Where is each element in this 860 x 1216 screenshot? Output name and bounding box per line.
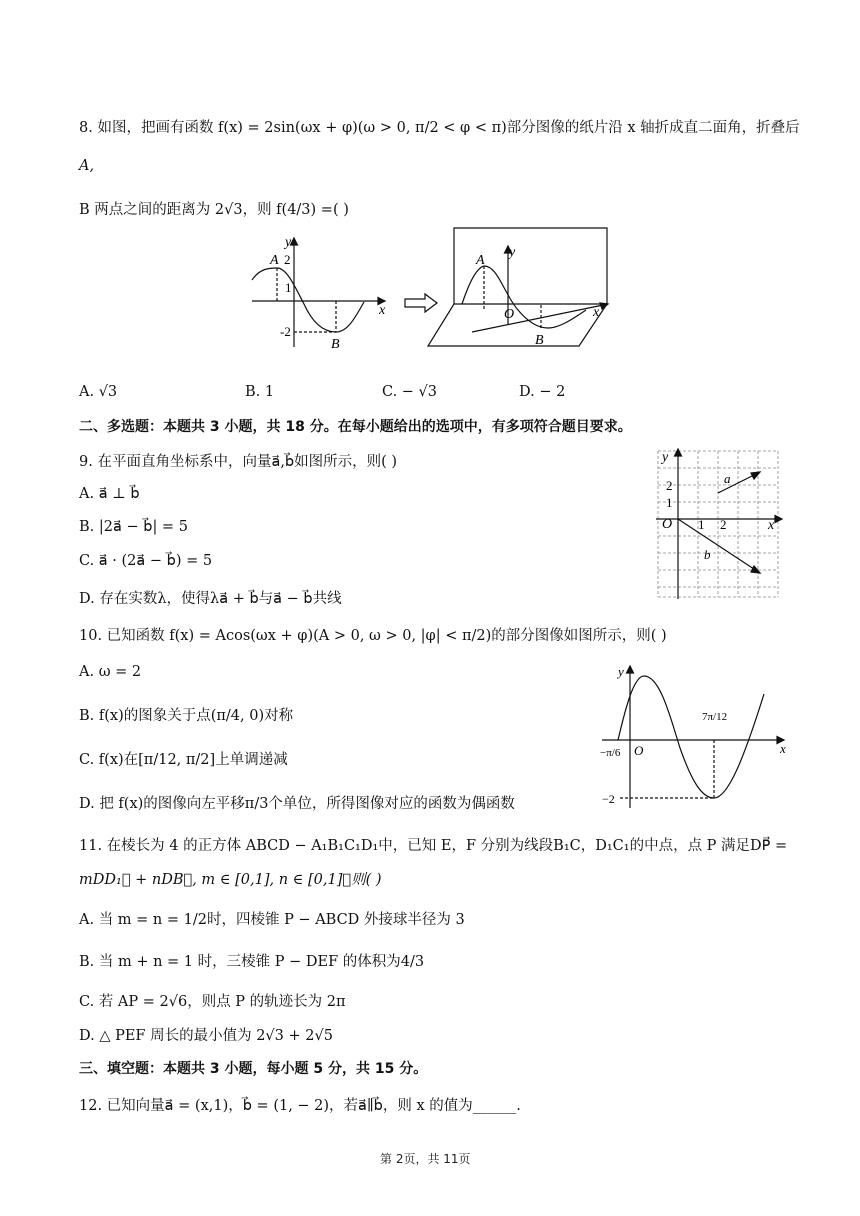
q8-right-origin: O xyxy=(504,307,515,322)
q8-left-tick-minus2: -2 xyxy=(280,324,291,339)
q9-tick-x1: 1 xyxy=(698,517,705,532)
section-2-heading: 二、多选题：本题共 3 小题，共 18 分。在每小题给出的选项中，有多项符合题目要求。 xyxy=(79,419,632,435)
q10-y-label: y xyxy=(618,664,624,679)
q10-origin: O xyxy=(634,743,644,758)
q8-stem-line1: 8. 如图，把画有函数 f(x) = 2sin(ωx + φ)(ω > 0, π/2 < φ < π)部分图像的纸片沿 x 轴折成直二面角，折叠后 xyxy=(79,120,800,136)
q10-option-b: B. f(x)的图象关于点(π/4, 0)对称 xyxy=(79,708,294,724)
q8-left-y-label: y xyxy=(285,235,292,250)
q11-option-d: D. △ PEF 周长的最小值为 2√3 + 2√5 xyxy=(79,1028,333,1044)
q10-option-c: C. f(x)在[π/12, π/2]上单调递减 xyxy=(79,752,288,768)
q11-option-b: B. 当 m + n = 1 时，三棱锥 P − DEF 的体积为4/3 xyxy=(79,954,425,970)
q11-stem-line1: 11. 在棱长为 4 的正方体 ABCD − A₁B₁C₁D₁中，已知 E，F 分别为线段B₁C，D₁C₁的中点，点 P 满足DP⃗ = xyxy=(79,838,788,854)
q9-tick-y1: 1 xyxy=(666,495,673,510)
q9-vector-b-label: b⃗ xyxy=(704,547,721,562)
q8-left-point-b: B xyxy=(331,337,340,352)
q9-tick-y2: 2 xyxy=(666,478,673,493)
q8-right-point-b: B xyxy=(535,333,544,348)
q9-tick-x2: 2 xyxy=(720,517,727,532)
q8-left-tick-1: 1 xyxy=(285,280,292,295)
q10-tick-neg-pi-6: −π/6 xyxy=(600,747,621,759)
q8-figure-right xyxy=(424,224,614,352)
q8-left-point-a: A xyxy=(270,253,279,268)
q9-x-label: x xyxy=(768,518,775,533)
q10-tick-7pi-12: 7π/12 xyxy=(702,711,728,723)
q9-stem: 9. 在平面直角坐标系中，向量a⃗,b⃗如图所示，则( ) xyxy=(79,454,398,470)
q9-y-label: y xyxy=(662,450,669,465)
q10-cosine-figure xyxy=(598,660,798,812)
q8-right-x-label: x xyxy=(593,305,600,320)
q10-option-d: D. 把 f(x)的图像向左平移π/3个单位，所得图像对应的函数为偶函数 xyxy=(79,796,515,812)
q8-left-tick-2: 2 xyxy=(284,252,291,267)
page-footer: 第 2页，共 11页 xyxy=(380,1152,471,1166)
q8-option-c: C. − √3 xyxy=(382,384,438,400)
q8-stem-line3: B 两点之间的距离为 2√3，则 f(4/3) =( ) xyxy=(79,202,349,218)
q12-stem: 12. 已知向量a⃗ = (x,1)，b⃗ = (1, − 2)，若a⃗∥b⃗，则 x 的值为______. xyxy=(79,1098,521,1114)
q9-vector-a-label: a⃗ xyxy=(724,471,741,486)
q8-figure-left xyxy=(240,232,390,352)
q9-origin: O xyxy=(662,517,673,532)
q11-option-c: C. 若 AP = 2√6，则点 P 的轨迹长为 2π xyxy=(79,994,346,1010)
q11-stem-line2: mDD₁⃗ + nDB⃗, m ∈ [0,1], n ∈ [0,1]，则( ) xyxy=(79,872,382,888)
q10-stem: 10. 已知函数 f(x) = Acos(ωx + φ)(A > 0, ω > 0, |φ| < π/2)的部分图像如图所示，则( ) xyxy=(79,628,667,644)
q8-option-a: A. √3 xyxy=(79,384,118,400)
q8-right-point-a: A xyxy=(476,253,485,268)
q10-x-label: x xyxy=(780,741,786,756)
q8-left-x-label: x xyxy=(379,303,386,318)
q9-option-b: B. |2a⃗ − b⃗| = 5 xyxy=(79,519,188,535)
q8-stem-line2: A, xyxy=(79,158,95,174)
q10-option-a: A. ω = 2 xyxy=(79,664,142,680)
q10-tick-minus2: −2 xyxy=(602,792,615,806)
q9-option-a: A. a⃗ ⊥ b⃗ xyxy=(79,486,140,502)
q9-vector-figure xyxy=(654,447,784,601)
q9-option-c: C. a⃗ · (2a⃗ − b⃗) = 5 xyxy=(79,553,213,569)
q8-option-b: B. 1 xyxy=(245,384,275,400)
q8-option-d: D. − 2 xyxy=(519,384,566,400)
q8-right-y-label: y xyxy=(509,245,516,260)
q9-option-d: D. 存在实数λ，使得λa⃗ + b⃗与a⃗ − b⃗共线 xyxy=(79,591,342,607)
section-3-heading: 三、填空题：本题共 3 小题，每小题 5 分，共 15 分。 xyxy=(79,1061,428,1077)
q11-option-a: A. 当 m = n = 1/2时，四棱锥 P − ABCD 外接球半径为 3 xyxy=(79,912,465,928)
